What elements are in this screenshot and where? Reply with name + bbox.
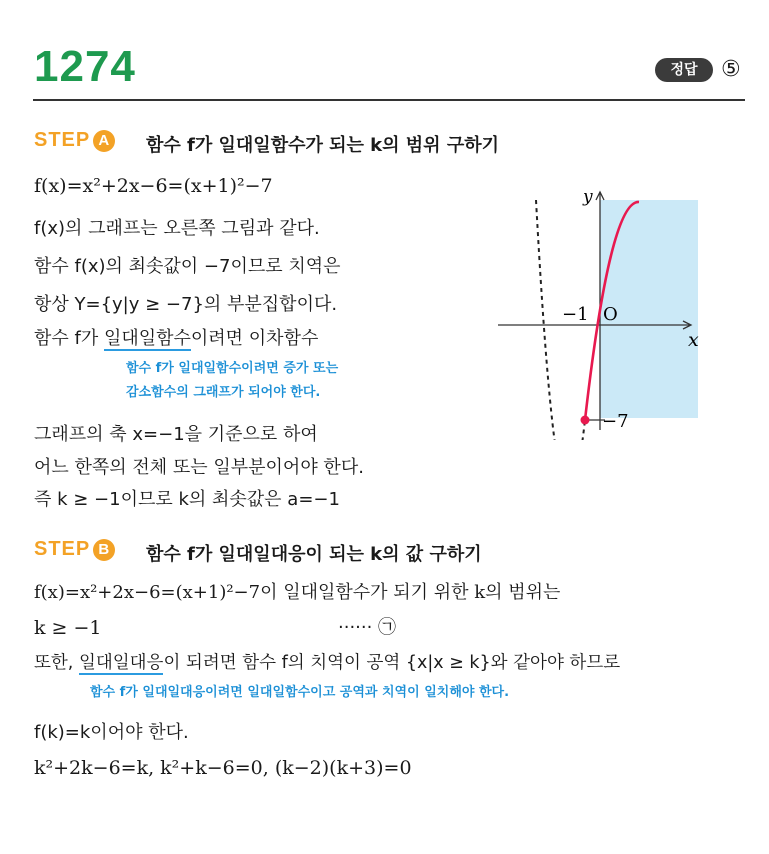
step-b-line-4: f(k)=k이어야 한다. — [34, 722, 189, 743]
step-a-title: 함수 f가 일대일함수가 되는 k의 범위 구하기 — [146, 135, 499, 156]
step-b-line-2: k ≥ −1 — [34, 617, 102, 639]
step-a-line-7: 어느 한쪽의 전체 또는 일부분이어야 한다. — [34, 457, 364, 478]
vertex-point — [581, 416, 590, 425]
step-a-note-1: 함수 f가 일대일함수이려면 증가 또는 — [126, 361, 339, 376]
step-b-line-3a: 또한, — [34, 653, 79, 673]
step-a-line-6: 그래프의 축 x=−1을 기준으로 하여 — [34, 424, 318, 445]
step-b-text: STEP — [34, 538, 91, 560]
step-a-note-2: 감소함수의 그래프가 되어야 한다. — [126, 385, 321, 400]
origin-label: O — [603, 304, 618, 325]
step-b-ref-1: ······ ㉠ — [338, 617, 397, 638]
step-b-note: 함수 f가 일대일대응이려면 일대일함수이고 공역과 치역이 일치해야 한다. — [90, 685, 510, 700]
step-a-line-2: f(x)의 그래프는 오른쪽 그림과 같다. — [34, 218, 320, 239]
step-a-underline-term: 일대일함수 — [103, 328, 191, 349]
header-divider — [33, 99, 745, 101]
step-b-underline-term: 일대일대응 — [78, 653, 164, 673]
step-a-line-1: f(x)=x²+2x−6=(x+1)²−7 — [34, 175, 273, 197]
y-axis-label: y — [583, 187, 593, 207]
step-a-line-8: 즉 k ≥ −1이므로 k의 최솟값은 a=−1 — [34, 489, 340, 510]
answer-value: ⑤ — [721, 57, 741, 82]
step-a-line-4: 항상 Y={y|y ≥ −7}의 부분집합이다. — [34, 294, 338, 315]
step-b-letter: B — [93, 539, 115, 561]
step-a-line-5b: 이려면 이차함수 — [190, 328, 319, 349]
step-b-line-1: f(x)=x²+2x−6=(x+1)²−7이 일대일함수가 되기 위한 k의 범위는 — [34, 582, 561, 603]
step-b-line-3 — [34, 650, 620, 676]
step-a-text: STEP — [34, 129, 91, 151]
step-a-line-5 — [34, 326, 318, 352]
problem-number: 1274 — [34, 42, 136, 91]
step-b-line-5: k²+2k−6=k, k²+k−6=0, (k−2)(k+3)=0 — [34, 757, 412, 779]
x-axis-label: x — [688, 329, 699, 351]
step-b-line-3b: 이 되려면 함수 f의 치역이 공역 {x|x ≥ k}와 같아야 하므로 — [163, 653, 621, 673]
step-a-letter: A — [93, 130, 115, 152]
answer-badge: 정답 — [655, 58, 713, 82]
minus1-label: −1 — [562, 304, 589, 325]
parabola-graph — [490, 180, 720, 440]
step-a-line-3: 함수 f(x)의 최솟값이 −7이므로 치역은 — [34, 256, 341, 277]
step-a-label — [34, 129, 115, 152]
step-b-label — [34, 538, 115, 561]
step-b-title: 함수 f가 일대일대응이 되는 k의 값 구하기 — [146, 544, 482, 565]
minus7-label: −7 — [602, 411, 629, 432]
step-a-line-5a: 함수 f가 — [34, 328, 104, 349]
